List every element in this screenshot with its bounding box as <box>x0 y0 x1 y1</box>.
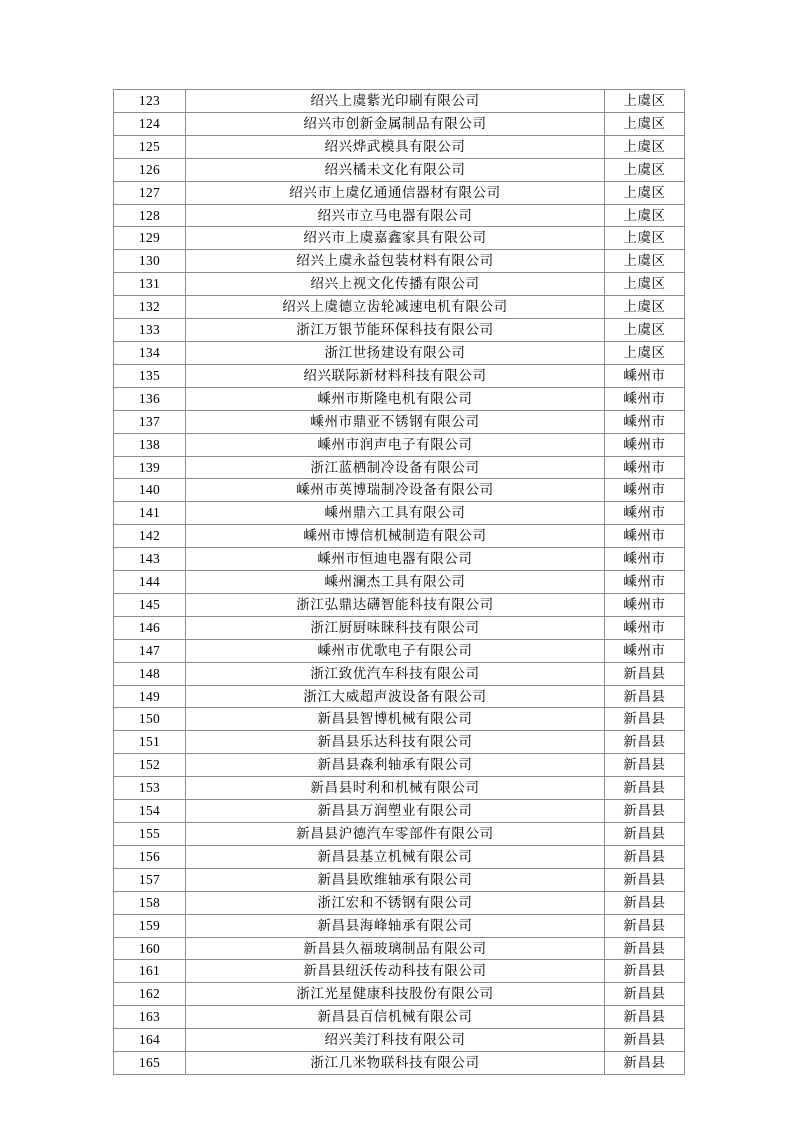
cell-region: 上虞区 <box>605 250 685 273</box>
cell-index: 149 <box>114 685 186 708</box>
table-row <box>114 845 685 868</box>
enterprise-listing-table-container <box>113 89 684 1075</box>
cell-index: 130 <box>114 250 186 273</box>
table-row <box>114 914 685 937</box>
table-row <box>114 158 685 181</box>
cell-index: 140 <box>114 479 186 502</box>
cell-index: 163 <box>114 1006 186 1029</box>
table-row <box>114 731 685 754</box>
enterprise-listing-table <box>113 89 685 1075</box>
enterprise-listing-body <box>114 90 685 1075</box>
cell-region: 新昌县 <box>605 845 685 868</box>
table-row <box>114 319 685 342</box>
cell-index: 161 <box>114 960 186 983</box>
cell-enterprise-name: 绍兴联际新材料科技有限公司 <box>186 364 605 387</box>
table-row <box>114 181 685 204</box>
table-row <box>114 662 685 685</box>
cell-region: 新昌县 <box>605 868 685 891</box>
cell-index: 160 <box>114 937 186 960</box>
cell-index: 127 <box>114 181 186 204</box>
cell-enterprise-name: 浙江大威超声波设备有限公司 <box>186 685 605 708</box>
cell-index: 148 <box>114 662 186 685</box>
cell-region: 新昌县 <box>605 800 685 823</box>
cell-enterprise-name: 浙江厨厨味睐科技有限公司 <box>186 616 605 639</box>
cell-region: 嵊州市 <box>605 571 685 594</box>
cell-region: 嵊州市 <box>605 433 685 456</box>
cell-region: 嵊州市 <box>605 639 685 662</box>
cell-region: 嵊州市 <box>605 456 685 479</box>
cell-index: 151 <box>114 731 186 754</box>
cell-index: 138 <box>114 433 186 456</box>
cell-enterprise-name: 嵊州市博信机械制造有限公司 <box>186 525 605 548</box>
table-row <box>114 639 685 662</box>
table-row <box>114 800 685 823</box>
cell-enterprise-name: 新昌县久福玻璃制品有限公司 <box>186 937 605 960</box>
cell-enterprise-name: 新昌县森利轴承有限公司 <box>186 754 605 777</box>
cell-index: 125 <box>114 135 186 158</box>
cell-index: 154 <box>114 800 186 823</box>
cell-region: 新昌县 <box>605 685 685 708</box>
cell-region: 嵊州市 <box>605 410 685 433</box>
cell-index: 159 <box>114 914 186 937</box>
cell-enterprise-name: 绍兴上虞紫光印刷有限公司 <box>186 90 605 113</box>
table-row <box>114 525 685 548</box>
cell-region: 上虞区 <box>605 204 685 227</box>
cell-region: 新昌县 <box>605 1006 685 1029</box>
cell-enterprise-name: 新昌县万润塑业有限公司 <box>186 800 605 823</box>
table-row <box>114 410 685 433</box>
cell-region: 嵊州市 <box>605 525 685 548</box>
table-row <box>114 777 685 800</box>
table-row <box>114 593 685 616</box>
cell-region: 上虞区 <box>605 273 685 296</box>
cell-enterprise-name: 浙江宏和不锈钢有限公司 <box>186 891 605 914</box>
cell-region: 新昌县 <box>605 777 685 800</box>
cell-region: 新昌县 <box>605 1029 685 1052</box>
cell-enterprise-name: 浙江弘鼎达礴智能科技有限公司 <box>186 593 605 616</box>
cell-index: 133 <box>114 319 186 342</box>
table-row <box>114 960 685 983</box>
cell-index: 126 <box>114 158 186 181</box>
cell-index: 153 <box>114 777 186 800</box>
cell-region: 嵊州市 <box>605 502 685 525</box>
cell-index: 147 <box>114 639 186 662</box>
cell-enterprise-name: 新昌县基立机械有限公司 <box>186 845 605 868</box>
table-row <box>114 456 685 479</box>
table-row <box>114 227 685 250</box>
table-row <box>114 891 685 914</box>
cell-enterprise-name: 浙江几米物联科技有限公司 <box>186 1052 605 1075</box>
cell-enterprise-name: 浙江蓝栖制冷设备有限公司 <box>186 456 605 479</box>
cell-enterprise-name: 新昌县海峰轴承有限公司 <box>186 914 605 937</box>
table-row <box>114 90 685 113</box>
cell-index: 145 <box>114 593 186 616</box>
cell-region: 上虞区 <box>605 319 685 342</box>
cell-index: 129 <box>114 227 186 250</box>
table-row <box>114 548 685 571</box>
table-row <box>114 937 685 960</box>
cell-region: 新昌县 <box>605 891 685 914</box>
cell-enterprise-name: 绍兴市创新金属制品有限公司 <box>186 112 605 135</box>
table-row <box>114 250 685 273</box>
table-row <box>114 983 685 1006</box>
cell-enterprise-name: 绍兴上视文化传播有限公司 <box>186 273 605 296</box>
cell-enterprise-name: 绍兴美汀科技有限公司 <box>186 1029 605 1052</box>
cell-region: 新昌县 <box>605 960 685 983</box>
table-row <box>114 273 685 296</box>
cell-region: 新昌县 <box>605 1052 685 1075</box>
table-row <box>114 868 685 891</box>
cell-enterprise-name: 绍兴上虞永益包装材料有限公司 <box>186 250 605 273</box>
cell-region: 嵊州市 <box>605 616 685 639</box>
cell-index: 146 <box>114 616 186 639</box>
table-row <box>114 685 685 708</box>
table-row <box>114 433 685 456</box>
cell-index: 131 <box>114 273 186 296</box>
table-row <box>114 341 685 364</box>
cell-index: 164 <box>114 1029 186 1052</box>
cell-index: 156 <box>114 845 186 868</box>
cell-region: 新昌县 <box>605 914 685 937</box>
cell-index: 124 <box>114 112 186 135</box>
cell-enterprise-name: 新昌县时利和机械有限公司 <box>186 777 605 800</box>
table-row <box>114 204 685 227</box>
cell-region: 新昌县 <box>605 823 685 846</box>
cell-region: 新昌县 <box>605 754 685 777</box>
cell-index: 155 <box>114 823 186 846</box>
cell-region: 嵊州市 <box>605 387 685 410</box>
cell-enterprise-name: 嵊州市斯隆电机有限公司 <box>186 387 605 410</box>
cell-enterprise-name: 绍兴烨武模具有限公司 <box>186 135 605 158</box>
cell-region: 上虞区 <box>605 181 685 204</box>
cell-enterprise-name: 浙江致优汽车科技有限公司 <box>186 662 605 685</box>
table-row <box>114 1029 685 1052</box>
cell-index: 141 <box>114 502 186 525</box>
cell-enterprise-name: 绍兴上虞德立齿轮减速电机有限公司 <box>186 296 605 319</box>
cell-enterprise-name: 浙江世扬建设有限公司 <box>186 341 605 364</box>
table-row <box>114 296 685 319</box>
table-row <box>114 502 685 525</box>
cell-index: 165 <box>114 1052 186 1075</box>
table-row <box>114 754 685 777</box>
cell-enterprise-name: 新昌县乐达科技有限公司 <box>186 731 605 754</box>
cell-enterprise-name: 新昌县百信机械有限公司 <box>186 1006 605 1029</box>
cell-region: 新昌县 <box>605 662 685 685</box>
cell-index: 150 <box>114 708 186 731</box>
cell-index: 135 <box>114 364 186 387</box>
cell-region: 上虞区 <box>605 112 685 135</box>
cell-index: 142 <box>114 525 186 548</box>
cell-region: 上虞区 <box>605 135 685 158</box>
cell-enterprise-name: 嵊州鼎六工具有限公司 <box>186 502 605 525</box>
table-row <box>114 823 685 846</box>
table-row <box>114 364 685 387</box>
cell-enterprise-name: 绍兴市立马电器有限公司 <box>186 204 605 227</box>
table-row <box>114 1052 685 1075</box>
cell-region: 嵊州市 <box>605 548 685 571</box>
cell-enterprise-name: 绍兴橘未文化有限公司 <box>186 158 605 181</box>
cell-region: 上虞区 <box>605 90 685 113</box>
table-row <box>114 708 685 731</box>
cell-enterprise-name: 新昌县沪德汽车零部件有限公司 <box>186 823 605 846</box>
cell-index: 143 <box>114 548 186 571</box>
cell-region: 嵊州市 <box>605 364 685 387</box>
cell-enterprise-name: 新昌县智博机械有限公司 <box>186 708 605 731</box>
cell-region: 新昌县 <box>605 983 685 1006</box>
cell-index: 134 <box>114 341 186 364</box>
cell-index: 144 <box>114 571 186 594</box>
table-row <box>114 1006 685 1029</box>
cell-region: 嵊州市 <box>605 479 685 502</box>
cell-enterprise-name: 嵊州市优歌电子有限公司 <box>186 639 605 662</box>
cell-region: 嵊州市 <box>605 593 685 616</box>
cell-region: 上虞区 <box>605 296 685 319</box>
cell-enterprise-name: 浙江万银节能环保科技有限公司 <box>186 319 605 342</box>
cell-index: 157 <box>114 868 186 891</box>
cell-enterprise-name: 新昌县纽沃传动科技有限公司 <box>186 960 605 983</box>
cell-enterprise-name: 浙江光星健康科技股份有限公司 <box>186 983 605 1006</box>
cell-index: 137 <box>114 410 186 433</box>
cell-enterprise-name: 绍兴市上虞嘉鑫家具有限公司 <box>186 227 605 250</box>
table-row <box>114 387 685 410</box>
cell-region: 新昌县 <box>605 708 685 731</box>
cell-index: 158 <box>114 891 186 914</box>
cell-region: 上虞区 <box>605 227 685 250</box>
table-row <box>114 571 685 594</box>
cell-enterprise-name: 嵊州市英博瑞制冷设备有限公司 <box>186 479 605 502</box>
cell-region: 新昌县 <box>605 937 685 960</box>
cell-index: 123 <box>114 90 186 113</box>
table-row <box>114 616 685 639</box>
cell-index: 152 <box>114 754 186 777</box>
cell-index: 128 <box>114 204 186 227</box>
cell-index: 139 <box>114 456 186 479</box>
cell-enterprise-name: 嵊州市恒迪电器有限公司 <box>186 548 605 571</box>
cell-index: 132 <box>114 296 186 319</box>
cell-region: 上虞区 <box>605 341 685 364</box>
cell-enterprise-name: 嵊州澜杰工具有限公司 <box>186 571 605 594</box>
cell-enterprise-name: 新昌县欧维轴承有限公司 <box>186 868 605 891</box>
table-row <box>114 135 685 158</box>
cell-enterprise-name: 嵊州市润声电子有限公司 <box>186 433 605 456</box>
cell-index: 162 <box>114 983 186 1006</box>
cell-index: 136 <box>114 387 186 410</box>
cell-region: 上虞区 <box>605 158 685 181</box>
table-row <box>114 479 685 502</box>
cell-region: 新昌县 <box>605 731 685 754</box>
cell-enterprise-name: 嵊州市鼎亚不锈钢有限公司 <box>186 410 605 433</box>
cell-enterprise-name: 绍兴市上虞亿通通信器材有限公司 <box>186 181 605 204</box>
table-row <box>114 112 685 135</box>
